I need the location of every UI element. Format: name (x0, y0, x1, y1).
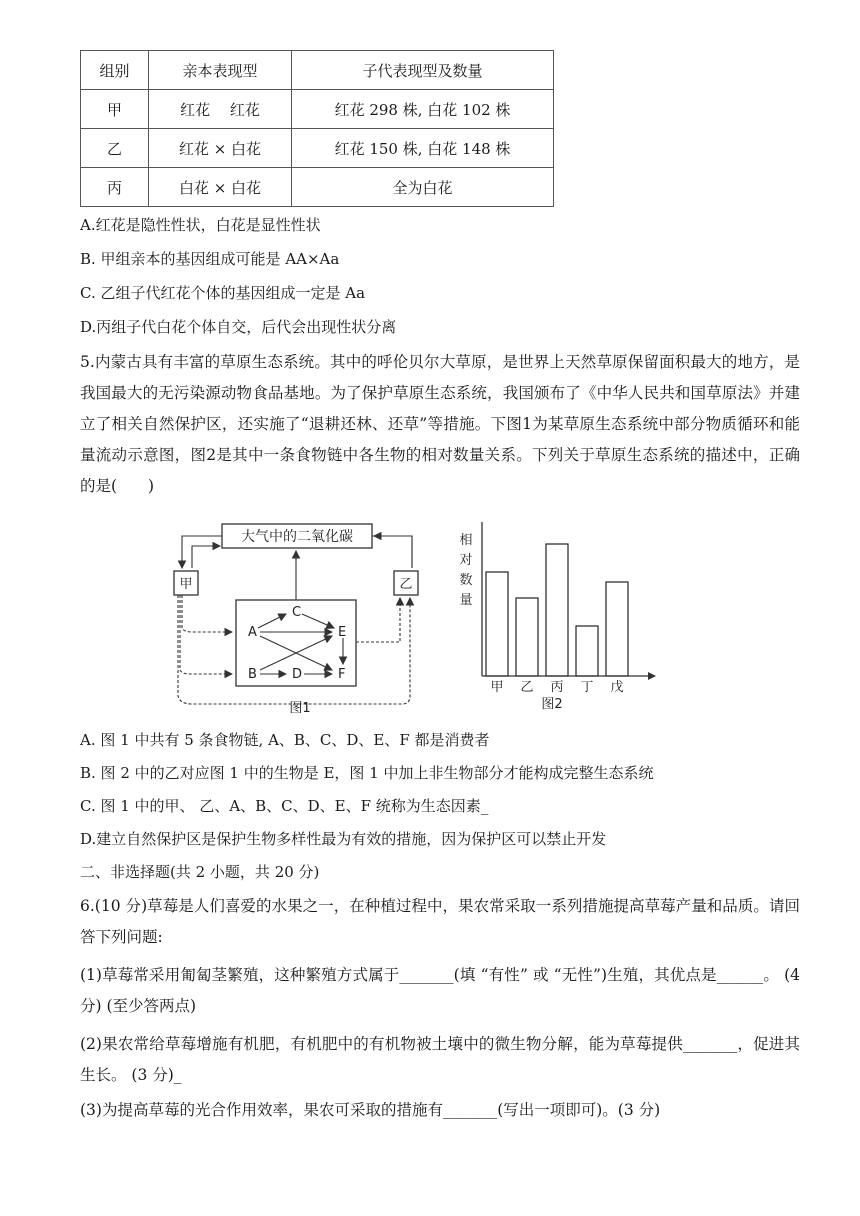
bar-1 (516, 598, 538, 676)
decomposer-label: 乙 (399, 577, 413, 592)
producer-label: 甲 (179, 577, 193, 592)
x-tick-label: 甲 (490, 680, 504, 695)
ylabel-char: 量 (459, 593, 473, 608)
bar-0 (486, 572, 508, 676)
table-cell: 乙 (81, 129, 149, 168)
ylabel-char: 数 (459, 573, 473, 588)
figure1-diagram (172, 518, 432, 714)
q6-part3: (3)为提高草莓的光合作用效率，果农可采取的措施有_______(写出一项即可)。(3 分) (80, 1101, 661, 1119)
table-row (81, 168, 554, 207)
table-header-cell: 亲本表现型 (149, 51, 292, 90)
q4-option-c: C. 乙组子代红花个体的基因组成一定是 Aa (80, 284, 366, 302)
q5-option-d: D.建立自然保护区是保护生物多样性最为有效的措施，因为保护区可以禁止开发 (80, 830, 607, 848)
q4-option-b: B. 甲组亲本的基因组成可能是 AA×Aa (80, 250, 340, 268)
figure2-ylabel (459, 532, 472, 608)
figure2-caption: 图2 (541, 697, 563, 712)
figure2-chart (452, 518, 676, 714)
table-header-row (81, 51, 554, 90)
node-c: C (292, 605, 302, 620)
ylabel-char: 相 (459, 533, 473, 548)
q6-part1: (1)草莓常采用匍匐茎繁殖，这种繁殖方式属于_______(填 “有性” 或 “无性”)生殖，其优点是______。 (4 分) (至少答两点) (80, 966, 800, 1015)
table-cell: 甲 (81, 90, 149, 129)
x-tick-label: 戊 (610, 680, 624, 695)
x-tick-label: 丙 (550, 680, 564, 695)
ylabel-char: 对 (459, 553, 473, 568)
node-b: B (248, 667, 257, 682)
bars-group (486, 544, 628, 676)
genetics-table (80, 50, 554, 207)
x-tick-label: 乙 (520, 680, 534, 695)
node-a: A (248, 625, 257, 640)
bar-4 (606, 582, 628, 676)
q5-option-b: B. 图 2 中的乙对应图 1 中的生物是 E，图 1 中加上非生物部分才能构成完整生态系统 (80, 764, 654, 782)
node-e: E (338, 625, 347, 640)
bar-3 (576, 626, 598, 676)
table-cell: 红花 150 株, 白花 148 株 (292, 129, 554, 168)
table-header-cell: 子代表现型及数量 (292, 51, 554, 90)
q6-stem: 6.(10 分)草莓是人们喜爱的水果之一，在种植过程中，果农常采取一系列措施提高草莓产量和品质。请回答下列问题: (80, 897, 800, 946)
node-d: D (292, 667, 303, 682)
q5-stem: 5.内蒙古具有丰富的草原生态系统。其中的呼伦贝尔大草原，是世界上天然草原保留面积最大的地方，是我国最大的无污染源动物食品基地。为了保护草原生态系统，我国颁布了《中华人民共和国草原法》并建立了相关自然保护区，还实施了“退耕还林、还草”等措施。下图1为某草原生态系统中部分物质循环和能量流动示意图，图2是其中一条食物链中各生物的相对数量关系。下列关于草原生态系统的描述中，正确的是( ) (80, 353, 800, 495)
q4-option-d: D.丙组子代白花个体自交，后代会出现性状分离 (80, 318, 397, 336)
table-cell: 全为白花 (292, 168, 554, 207)
table-cell: 白花 × 白花 (149, 168, 292, 207)
co2-box-label: 大气中的二氧化碳 (241, 529, 353, 545)
table-cell: 红花 298 株, 白花 102 株 (292, 90, 554, 129)
bar-2 (546, 544, 568, 676)
table-cell: 丙 (81, 168, 149, 207)
node-f: F (338, 667, 346, 682)
x-axis-arrow (648, 672, 656, 680)
table-row (81, 90, 554, 129)
table-header-cell: 组别 (81, 51, 149, 90)
figure1-caption: 图1 (289, 701, 311, 714)
section-heading: 二、非选择题(共 2 小题，共 20 分) (80, 863, 320, 881)
table-cell: 红花 红花 (149, 90, 292, 129)
table-cell: 红花 × 白花 (149, 129, 292, 168)
q5-option-a: A. 图 1 中共有 5 条食物链, A、B、C、D、E、F 都是消费者 (80, 731, 490, 749)
x-tick-label: 丁 (580, 680, 594, 695)
q5-option-c: C. 图 1 中的甲、 乙、A、B、C、D、E、F 统称为生态因素_ (80, 797, 489, 815)
q6-part2: (2)果农常给草莓增施有机肥，有机肥中的有机物被土壤中的微生物分解，能为草莓提供_______，促进其生长。 (3 分)_ (80, 1035, 800, 1084)
q4-option-a: A.红花是隐性性状，白花是显性性状 (80, 216, 321, 234)
x-tick-labels (490, 679, 623, 695)
table-row (81, 129, 554, 168)
